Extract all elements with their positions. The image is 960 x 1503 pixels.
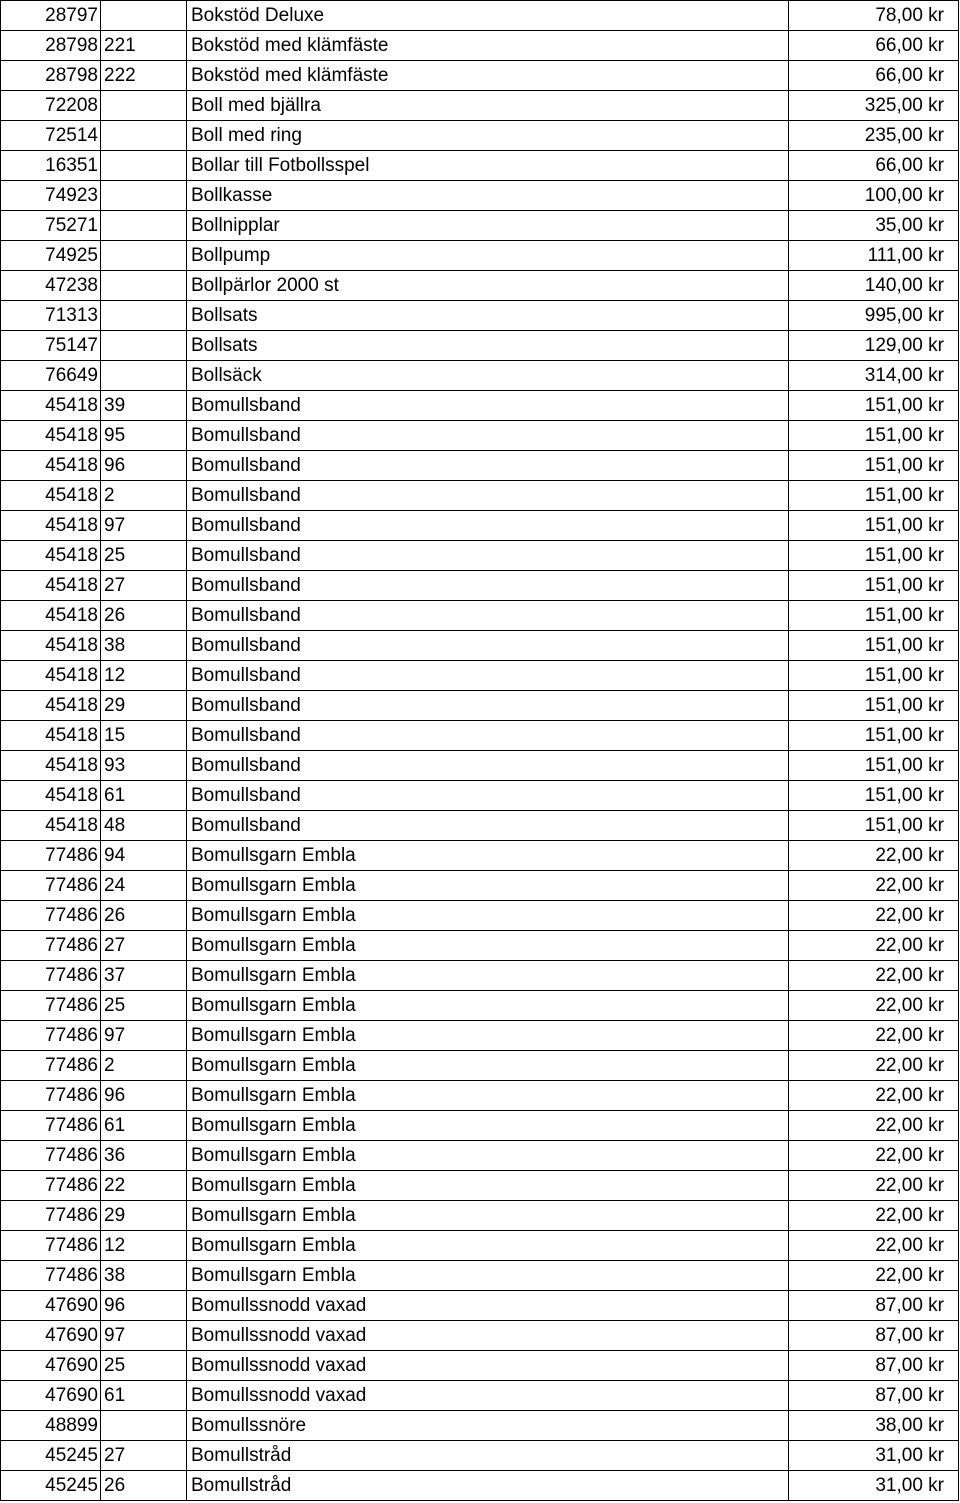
product-name-cell: Bomullsband: [187, 511, 789, 541]
price-cell: 129,00 kr: [789, 331, 959, 361]
price-cell: 151,00 kr: [789, 781, 959, 811]
price-cell: 22,00 kr: [789, 1171, 959, 1201]
price-cell: 22,00 kr: [789, 931, 959, 961]
product-name-cell: Bomullssnodd vaxad: [187, 1351, 789, 1381]
article-number-cell: 72208: [1, 91, 101, 121]
variant-code-cell: [101, 331, 187, 361]
product-name-cell: Bomullsgarn Embla: [187, 931, 789, 961]
variant-code-cell: 22: [101, 1171, 187, 1201]
price-cell: 22,00 kr: [789, 1021, 959, 1051]
table-row: [1, 961, 959, 991]
article-number-cell: 77486: [1, 1111, 101, 1141]
table-row: [1, 601, 959, 631]
product-name-cell: Bollnipplar: [187, 211, 789, 241]
variant-code-cell: 94: [101, 841, 187, 871]
product-name-cell: Bomullstråd: [187, 1441, 789, 1471]
product-name-cell: Bomullsgarn Embla: [187, 901, 789, 931]
table-row: [1, 1261, 959, 1291]
product-name-cell: Bomullsgarn Embla: [187, 1111, 789, 1141]
product-name-cell: Bollsats: [187, 301, 789, 331]
variant-code-cell: 222: [101, 61, 187, 91]
article-number-cell: 75271: [1, 211, 101, 241]
product-name-cell: Bomullsgarn Embla: [187, 1021, 789, 1051]
table-row: [1, 1021, 959, 1051]
price-cell: 151,00 kr: [789, 661, 959, 691]
product-name-cell: Bollar till Fotbollsspel: [187, 151, 789, 181]
price-cell: 111,00 kr: [789, 241, 959, 271]
product-name-cell: Bomullsband: [187, 571, 789, 601]
product-name-cell: Bollpärlor 2000 st: [187, 271, 789, 301]
product-name-cell: Bomullsgarn Embla: [187, 991, 789, 1021]
article-number-cell: 45245: [1, 1471, 101, 1501]
variant-code-cell: [101, 121, 187, 151]
product-name-cell: Bomullssnodd vaxad: [187, 1321, 789, 1351]
product-name-cell: Bomullsgarn Embla: [187, 1261, 789, 1291]
article-number-cell: 47690: [1, 1291, 101, 1321]
article-number-cell: 77486: [1, 1021, 101, 1051]
table-row: [1, 1381, 959, 1411]
price-cell: 22,00 kr: [789, 841, 959, 871]
article-number-cell: 77486: [1, 931, 101, 961]
article-number-cell: 45418: [1, 781, 101, 811]
article-number-cell: 77486: [1, 1081, 101, 1111]
table-row: [1, 931, 959, 961]
table-row: [1, 1141, 959, 1171]
variant-code-cell: 29: [101, 1201, 187, 1231]
table-row: [1, 1201, 959, 1231]
table-row: [1, 301, 959, 331]
product-name-cell: Bomullsgarn Embla: [187, 1141, 789, 1171]
article-number-cell: 76649: [1, 361, 101, 391]
variant-code-cell: 26: [101, 1471, 187, 1501]
price-cell: 22,00 kr: [789, 871, 959, 901]
product-name-cell: Bomullsband: [187, 541, 789, 571]
price-cell: 151,00 kr: [789, 511, 959, 541]
price-cell: 22,00 kr: [789, 1231, 959, 1261]
article-number-cell: 45418: [1, 661, 101, 691]
table-row: [1, 1231, 959, 1261]
product-name-cell: Bollsäck: [187, 361, 789, 391]
table-row: [1, 1, 959, 31]
article-number-cell: 47690: [1, 1381, 101, 1411]
table-row: [1, 1051, 959, 1081]
table-row: [1, 811, 959, 841]
variant-code-cell: 26: [101, 601, 187, 631]
article-number-cell: 45418: [1, 421, 101, 451]
price-cell: 87,00 kr: [789, 1291, 959, 1321]
variant-code-cell: 25: [101, 991, 187, 1021]
price-cell: 31,00 kr: [789, 1471, 959, 1501]
variant-code-cell: 24: [101, 871, 187, 901]
product-name-cell: Bomullsband: [187, 481, 789, 511]
article-number-cell: 45418: [1, 811, 101, 841]
price-cell: 995,00 kr: [789, 301, 959, 331]
product-name-cell: Bomullsband: [187, 451, 789, 481]
product-name-cell: Bomullsgarn Embla: [187, 1231, 789, 1261]
article-number-cell: 74925: [1, 241, 101, 271]
article-number-cell: 77486: [1, 871, 101, 901]
table-row: [1, 751, 959, 781]
product-name-cell: Bomullssnodd vaxad: [187, 1291, 789, 1321]
price-cell: 151,00 kr: [789, 751, 959, 781]
variant-code-cell: 12: [101, 1231, 187, 1261]
price-cell: 151,00 kr: [789, 631, 959, 661]
article-number-cell: 45418: [1, 631, 101, 661]
price-cell: 22,00 kr: [789, 1111, 959, 1141]
variant-code-cell: [101, 1411, 187, 1441]
product-name-cell: Bomullsband: [187, 631, 789, 661]
article-number-cell: 16351: [1, 151, 101, 181]
price-cell: 140,00 kr: [789, 271, 959, 301]
price-cell: 235,00 kr: [789, 121, 959, 151]
table-row: [1, 661, 959, 691]
price-cell: 151,00 kr: [789, 811, 959, 841]
article-number-cell: 77486: [1, 1171, 101, 1201]
table-row: [1, 1441, 959, 1471]
table-row: [1, 571, 959, 601]
article-number-cell: 45418: [1, 451, 101, 481]
price-cell: 151,00 kr: [789, 691, 959, 721]
variant-code-cell: 25: [101, 541, 187, 571]
price-list-body: [1, 1, 959, 1501]
variant-code-cell: [101, 361, 187, 391]
variant-code-cell: [101, 241, 187, 271]
table-row: [1, 511, 959, 541]
article-number-cell: 77486: [1, 1051, 101, 1081]
price-cell: 22,00 kr: [789, 901, 959, 931]
product-name-cell: Boll med ring: [187, 121, 789, 151]
article-number-cell: 47238: [1, 271, 101, 301]
variant-code-cell: 96: [101, 1291, 187, 1321]
price-cell: 151,00 kr: [789, 571, 959, 601]
table-row: [1, 541, 959, 571]
variant-code-cell: 221: [101, 31, 187, 61]
table-row: [1, 991, 959, 1021]
product-name-cell: Bomullsband: [187, 751, 789, 781]
article-number-cell: 45418: [1, 391, 101, 421]
variant-code-cell: 25: [101, 1351, 187, 1381]
article-number-cell: 77486: [1, 901, 101, 931]
product-name-cell: Bollsats: [187, 331, 789, 361]
table-row: [1, 1171, 959, 1201]
price-cell: 151,00 kr: [789, 421, 959, 451]
variant-code-cell: 27: [101, 931, 187, 961]
table-row: [1, 151, 959, 181]
price-cell: 87,00 kr: [789, 1381, 959, 1411]
table-row: [1, 121, 959, 151]
article-number-cell: 47690: [1, 1351, 101, 1381]
product-name-cell: Bomullsband: [187, 421, 789, 451]
table-row: [1, 361, 959, 391]
article-number-cell: 77486: [1, 991, 101, 1021]
price-cell: 31,00 kr: [789, 1441, 959, 1471]
product-name-cell: Bomullsgarn Embla: [187, 841, 789, 871]
table-row: [1, 1111, 959, 1141]
table-row: [1, 1321, 959, 1351]
article-number-cell: 71313: [1, 301, 101, 331]
product-name-cell: Bomullsgarn Embla: [187, 1201, 789, 1231]
variant-code-cell: [101, 301, 187, 331]
variant-code-cell: 61: [101, 1381, 187, 1411]
price-cell: 100,00 kr: [789, 181, 959, 211]
product-name-cell: Bokstöd Deluxe: [187, 1, 789, 31]
table-row: [1, 871, 959, 901]
price-cell: 87,00 kr: [789, 1321, 959, 1351]
product-name-cell: Bomullsband: [187, 661, 789, 691]
product-name-cell: Bomullsgarn Embla: [187, 961, 789, 991]
price-cell: 22,00 kr: [789, 1051, 959, 1081]
table-row: [1, 211, 959, 241]
price-cell: 87,00 kr: [789, 1351, 959, 1381]
price-cell: 22,00 kr: [789, 961, 959, 991]
article-number-cell: 74923: [1, 181, 101, 211]
price-cell: 314,00 kr: [789, 361, 959, 391]
product-name-cell: Bomullsband: [187, 391, 789, 421]
variant-code-cell: 96: [101, 1081, 187, 1111]
product-name-cell: Bollpump: [187, 241, 789, 271]
article-number-cell: 45418: [1, 721, 101, 751]
table-row: [1, 331, 959, 361]
variant-code-cell: 27: [101, 1441, 187, 1471]
table-row: [1, 241, 959, 271]
price-cell: 151,00 kr: [789, 481, 959, 511]
article-number-cell: 45418: [1, 751, 101, 781]
variant-code-cell: 93: [101, 751, 187, 781]
table-row: [1, 691, 959, 721]
price-cell: 66,00 kr: [789, 31, 959, 61]
variant-code-cell: [101, 211, 187, 241]
article-number-cell: 77486: [1, 1261, 101, 1291]
article-number-cell: 45245: [1, 1441, 101, 1471]
price-cell: 22,00 kr: [789, 991, 959, 1021]
table-row: [1, 61, 959, 91]
article-number-cell: 45418: [1, 691, 101, 721]
variant-code-cell: 2: [101, 1051, 187, 1081]
price-cell: 78,00 kr: [789, 1, 959, 31]
product-name-cell: Bomullsband: [187, 781, 789, 811]
article-number-cell: 28797: [1, 1, 101, 31]
article-number-cell: 45418: [1, 601, 101, 631]
table-row: [1, 271, 959, 301]
table-row: [1, 1471, 959, 1501]
price-cell: 35,00 kr: [789, 211, 959, 241]
table-row: [1, 391, 959, 421]
variant-code-cell: 38: [101, 1261, 187, 1291]
variant-code-cell: 27: [101, 571, 187, 601]
table-row: [1, 451, 959, 481]
table-row: [1, 1351, 959, 1381]
variant-code-cell: 12: [101, 661, 187, 691]
product-name-cell: Bomullsgarn Embla: [187, 1171, 789, 1201]
variant-code-cell: 97: [101, 1321, 187, 1351]
product-name-cell: Bomullstråd: [187, 1471, 789, 1501]
variant-code-cell: 15: [101, 721, 187, 751]
article-number-cell: 45418: [1, 571, 101, 601]
article-number-cell: 48899: [1, 1411, 101, 1441]
price-cell: 22,00 kr: [789, 1081, 959, 1111]
variant-code-cell: 95: [101, 421, 187, 451]
variant-code-cell: 2: [101, 481, 187, 511]
product-name-cell: Bomullssnöre: [187, 1411, 789, 1441]
variant-code-cell: 36: [101, 1141, 187, 1171]
table-row: [1, 1081, 959, 1111]
price-cell: 38,00 kr: [789, 1411, 959, 1441]
article-number-cell: 45418: [1, 481, 101, 511]
price-cell: 66,00 kr: [789, 151, 959, 181]
article-number-cell: 45418: [1, 511, 101, 541]
price-cell: 22,00 kr: [789, 1141, 959, 1171]
table-row: [1, 721, 959, 751]
variant-code-cell: 26: [101, 901, 187, 931]
product-name-cell: Bomullsgarn Embla: [187, 1051, 789, 1081]
product-name-cell: Bomullsband: [187, 721, 789, 751]
product-name-cell: Bomullsband: [187, 691, 789, 721]
article-number-cell: 77486: [1, 1141, 101, 1171]
price-cell: 151,00 kr: [789, 601, 959, 631]
article-number-cell: 77486: [1, 1201, 101, 1231]
variant-code-cell: [101, 91, 187, 121]
price-cell: 151,00 kr: [789, 451, 959, 481]
product-name-cell: Bokstöd med klämfäste: [187, 61, 789, 91]
table-row: [1, 631, 959, 661]
product-name-cell: Bomullsgarn Embla: [187, 871, 789, 901]
price-cell: 151,00 kr: [789, 391, 959, 421]
variant-code-cell: [101, 181, 187, 211]
article-number-cell: 75147: [1, 331, 101, 361]
price-cell: 151,00 kr: [789, 721, 959, 751]
price-cell: 22,00 kr: [789, 1261, 959, 1291]
variant-code-cell: 38: [101, 631, 187, 661]
table-row: [1, 421, 959, 451]
variant-code-cell: [101, 1, 187, 31]
article-number-cell: 72514: [1, 121, 101, 151]
table-row: [1, 781, 959, 811]
table-row: [1, 901, 959, 931]
table-row: [1, 1291, 959, 1321]
product-name-cell: Bomullsband: [187, 811, 789, 841]
table-row: [1, 91, 959, 121]
article-number-cell: 77486: [1, 841, 101, 871]
product-name-cell: Boll med bjällra: [187, 91, 789, 121]
variant-code-cell: 96: [101, 451, 187, 481]
price-cell: 66,00 kr: [789, 61, 959, 91]
variant-code-cell: 48: [101, 811, 187, 841]
article-number-cell: 77486: [1, 1231, 101, 1261]
variant-code-cell: 61: [101, 781, 187, 811]
variant-code-cell: 37: [101, 961, 187, 991]
product-name-cell: Bomullsgarn Embla: [187, 1081, 789, 1111]
product-name-cell: Bomullsband: [187, 601, 789, 631]
variant-code-cell: 29: [101, 691, 187, 721]
article-number-cell: 77486: [1, 961, 101, 991]
article-number-cell: 28798: [1, 61, 101, 91]
table-row: [1, 481, 959, 511]
article-number-cell: 45418: [1, 541, 101, 571]
table-row: [1, 31, 959, 61]
variant-code-cell: 39: [101, 391, 187, 421]
price-cell: 151,00 kr: [789, 541, 959, 571]
variant-code-cell: [101, 271, 187, 301]
price-cell: 22,00 kr: [789, 1201, 959, 1231]
article-number-cell: 28798: [1, 31, 101, 61]
variant-code-cell: 97: [101, 511, 187, 541]
price-cell: 325,00 kr: [789, 91, 959, 121]
product-name-cell: Bomullssnodd vaxad: [187, 1381, 789, 1411]
variant-code-cell: 97: [101, 1021, 187, 1051]
table-row: [1, 1411, 959, 1441]
table-row: [1, 181, 959, 211]
variant-code-cell: [101, 151, 187, 181]
variant-code-cell: 61: [101, 1111, 187, 1141]
product-name-cell: Bokstöd med klämfäste: [187, 31, 789, 61]
article-number-cell: 47690: [1, 1321, 101, 1351]
table-row: [1, 841, 959, 871]
product-name-cell: Bollkasse: [187, 181, 789, 211]
